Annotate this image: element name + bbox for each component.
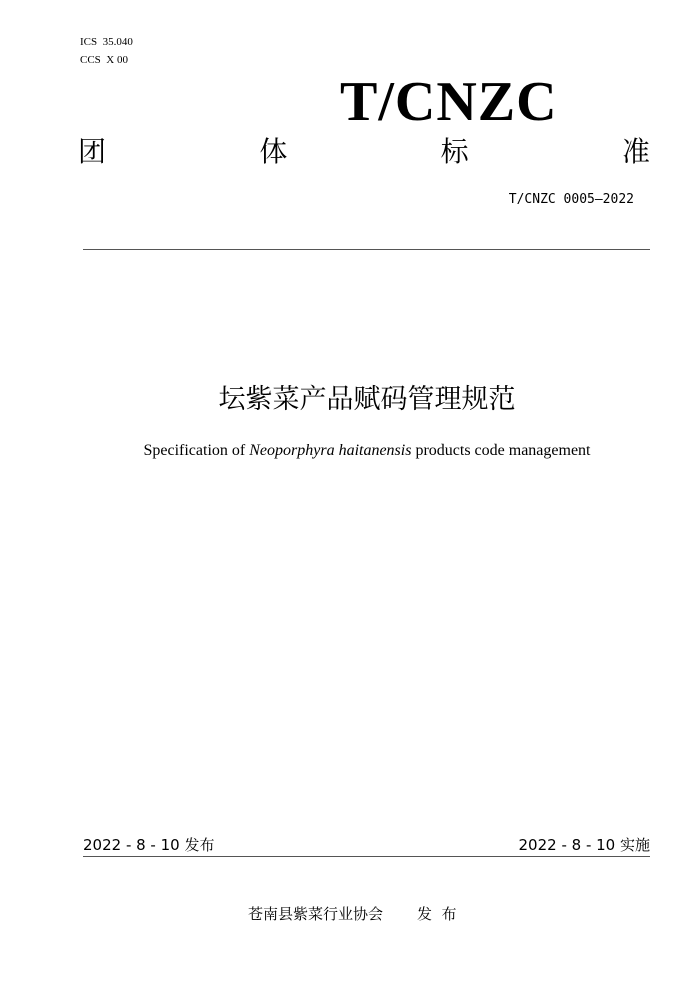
publisher-organization: 苍南县紫菜行业协会 bbox=[248, 905, 384, 923]
ccs-code: CCS X 00 bbox=[80, 54, 128, 66]
header-divider bbox=[83, 249, 650, 250]
publisher-action: 发 布 bbox=[417, 905, 457, 923]
standard-type-char: 团 bbox=[78, 135, 107, 168]
standard-number: T/CNZC 0005—2022 bbox=[508, 192, 634, 207]
title-chinese: 坛紫菜产品赋码管理规范 bbox=[218, 384, 516, 415]
release-date: 2022 - 8 - 10 发布 bbox=[83, 836, 215, 854]
title-english-suffix: products code management bbox=[411, 442, 591, 459]
standard-type-char: 标 bbox=[440, 135, 469, 168]
ics-code: ICS 35.040 bbox=[80, 36, 133, 48]
publisher-line bbox=[248, 903, 457, 925]
footer-divider bbox=[83, 856, 650, 857]
standard-logo: T/CNZC bbox=[340, 71, 558, 133]
standard-type-heading bbox=[78, 132, 650, 172]
title-english bbox=[0, 440, 700, 462]
implementation-date: 2022 - 8 - 10 实施 bbox=[518, 836, 650, 854]
title-english-species: Neoporphyra haitanensis bbox=[249, 442, 412, 459]
standard-type-char: 体 bbox=[259, 135, 288, 168]
standard-type-char: 准 bbox=[621, 135, 650, 168]
title-english-prefix: Specification of bbox=[143, 442, 250, 459]
